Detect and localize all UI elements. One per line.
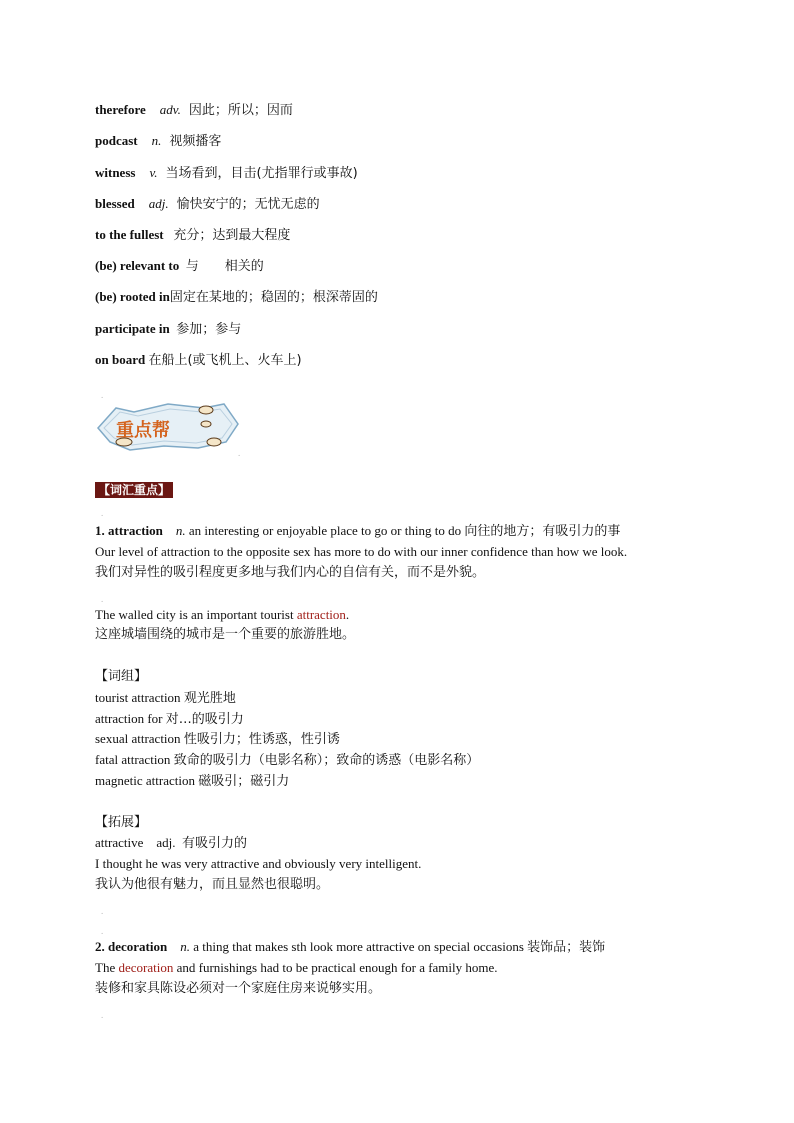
entry-meaning-zh: 装饰品；装饰	[527, 940, 606, 955]
entry-headword-line	[95, 523, 620, 540]
example-text: .	[345, 607, 350, 622]
expand-pos: adj.	[156, 835, 176, 850]
vocab-meaning: 参加；参与	[176, 322, 242, 337]
vocab-meaning: 视频播客	[169, 134, 222, 149]
vocab-pos: adj.	[148, 196, 169, 211]
vocab-item	[95, 258, 264, 275]
highlighted-word: decoration	[118, 960, 174, 975]
entry-meaning-zh: 向往的地方；有吸引力的事	[464, 524, 621, 539]
phrase-item	[95, 690, 236, 707]
spacer-dot: .	[101, 508, 104, 518]
example-en: I thought he was very attractive and obviously very intelligent.	[95, 856, 422, 871]
phrase-zh: 性吸引力；性诱惑，性引诱	[183, 732, 340, 747]
vocab-pos: n.	[151, 133, 162, 148]
entry-number: 2.	[95, 939, 105, 954]
expand-word: attractive	[95, 835, 144, 850]
example-en	[95, 960, 498, 976]
phrase-en: magnetic attraction	[95, 773, 195, 788]
vocab-meaning: 固定在某地的；稳固的；根深蒂固的	[169, 290, 378, 305]
phrase-en: sexual attraction	[95, 731, 181, 746]
example-zh: 我认为他很有魅力，而且显然也很聪明。	[95, 877, 330, 892]
example-zh: 这座城墙围绕的城市是一个重要的旅游胜地。	[95, 627, 356, 642]
phrase-en: fatal attraction	[95, 752, 171, 767]
example-zh: 装修和家具陈设必须对一个家庭住房来说够实用。	[95, 981, 382, 996]
section-tag: 【词汇重点】	[95, 482, 173, 498]
entry-pos: n.	[180, 939, 190, 954]
example-text: and furnishings had to be practical enough for a family home.	[173, 960, 498, 975]
highlighted-word: attraction	[296, 607, 346, 622]
vocab-word: blessed	[95, 196, 135, 211]
vocab-meaning: 因此；所以；因而	[188, 103, 293, 118]
vocab-meaning: 充分；达到最大程度	[173, 228, 291, 243]
vocab-word: podcast	[95, 133, 138, 148]
badge-text: 重点帮	[116, 420, 170, 441]
entry-definition: a thing that makes sth look more attractive on special occasions	[193, 939, 524, 954]
vocab-pos: adv.	[159, 102, 181, 117]
entry-definition: an interesting or enjoyable place to go or thing to do	[188, 523, 462, 538]
vocab-item	[95, 133, 221, 150]
spacer-dot: .	[101, 1010, 104, 1020]
vocab-word: (be) relevant to	[95, 258, 180, 273]
vocab-meaning: 当场看到，目击(尤指罪行或事故)	[165, 166, 358, 181]
entry-pos: n.	[175, 523, 186, 538]
vocab-word: witness	[95, 165, 136, 180]
expand-item	[95, 835, 247, 852]
expand-meaning-zh: 有吸引力的	[182, 836, 248, 851]
phrase-item	[95, 711, 244, 728]
vocab-word: (be) rooted in	[95, 289, 170, 304]
phrase-item	[95, 773, 289, 790]
example-en: Our level of attraction to the opposite sex has more to do with our inner confidence than how we look.	[95, 544, 628, 559]
example-text: The	[95, 960, 119, 975]
entry-number: 1.	[95, 523, 105, 538]
phrase-item	[95, 731, 340, 748]
vocab-pos: v.	[149, 165, 158, 180]
vocab-item	[95, 102, 293, 119]
phrases-heading: 【词组】	[95, 669, 148, 684]
vocab-item	[95, 321, 241, 338]
expand-heading: 【拓展】	[95, 815, 148, 830]
entry-headword-line	[95, 939, 605, 956]
vocab-word: on board	[95, 352, 146, 367]
spacer-dot: .	[101, 390, 104, 400]
vocab-word: to the fullest	[95, 227, 164, 242]
phrase-zh: 致命的吸引力（电影名称）；致命的诱惑（电影名称）	[173, 753, 480, 768]
phrase-en: tourist attraction	[95, 690, 181, 705]
entry-word: decoration	[108, 939, 168, 954]
vocab-item	[95, 289, 378, 306]
vocab-meaning: 在船上(或飞机上、火车上)	[148, 353, 302, 368]
spacer-dot: .	[238, 448, 241, 458]
vocab-word: participate in	[95, 321, 170, 336]
vocab-item	[95, 196, 320, 213]
example-en	[95, 607, 349, 623]
phrase-en: attraction for	[95, 711, 163, 726]
phrase-zh: 磁吸引；磁引力	[198, 774, 290, 789]
vocab-item	[95, 227, 290, 244]
vocab-meaning: 愉快安宁的；无忧无虑的	[176, 197, 320, 212]
key-points-badge	[94, 398, 242, 454]
example-zh: 我们对异性的吸引程度更多地与我们内心的自信有关，而不是外貌。	[95, 565, 486, 580]
phrase-zh: 观光胜地	[183, 691, 236, 706]
phrase-zh: 对…的吸引力	[165, 712, 244, 727]
entry-word: attraction	[108, 523, 163, 538]
vocab-item	[95, 165, 358, 182]
vocab-item	[95, 352, 302, 369]
spacer-dot: .	[101, 906, 104, 916]
spacer-dot: .	[101, 594, 104, 604]
vocab-meaning: 与 相关的	[185, 259, 264, 274]
example-text: The walled city is an important tourist	[95, 607, 297, 622]
vocab-word: therefore	[95, 102, 146, 117]
phrase-item	[95, 752, 479, 769]
spacer-dot: .	[101, 926, 104, 936]
